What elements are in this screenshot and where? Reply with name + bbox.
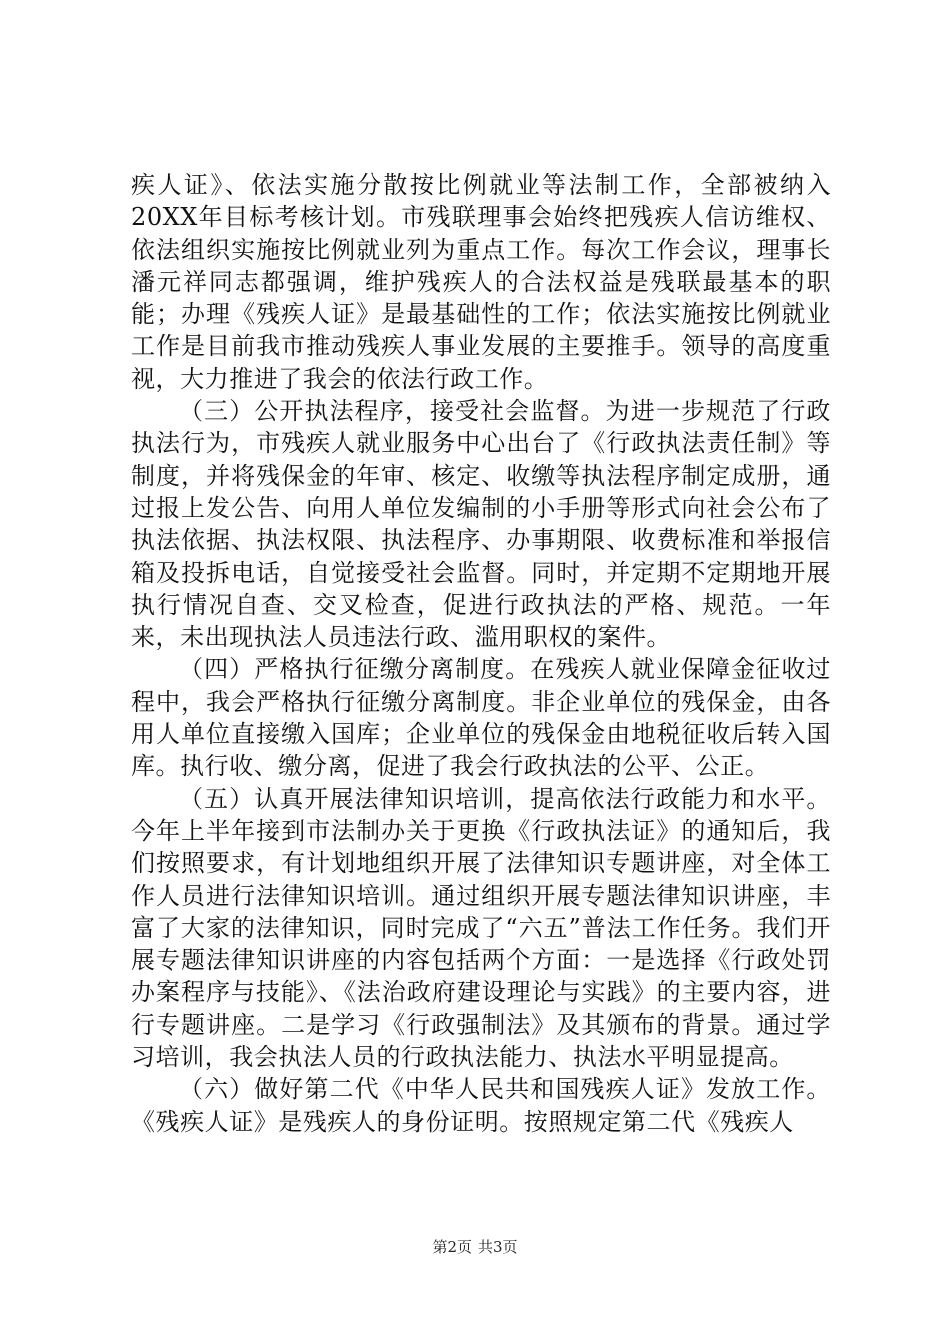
page-footer: [0, 1237, 950, 1257]
paragraph-section-6: （六）做好第二代《中华人民共和国残疾人证》发放工作。《残疾人证》是残疾人的身份证明。按照规定第二代《残疾人: [131, 1075, 831, 1136]
paragraph-section-3: （三）公开执法程序，接受社会监督。为进一步规范了行政执法行为，市残疾人就业服务中心出台了《行政执法责任制》等制度，并将残保金的年审、核定、收缴等执法程序制定成册，通过报上发公告、向用人单位发编制的小手册等形式向社会公布了执法依据、执法权限、执法程序、办事期限、收费标准和举报信箱及投拆电话，自觉接受社会监督。同时，并定期不定期地开展执行情况自查、交叉检查，促进行政执法的严格、规范。一年来，未出现执法人员违法行政、滥用职权的案件。: [131, 397, 831, 652]
paragraph-section-4: （四）严格执行征缴分离制度。在残疾人就业保障金征收过程中，我会严格执行征缴分离制度。非企业单位的残保金，由各用人单位直接缴入国库；企业单位的残保金由地税征收后转入国库。执行收、缴分离，促进了我会行政执法的公平、公正。: [131, 655, 831, 781]
page-number: 第2页: [432, 1238, 472, 1256]
document-body: [131, 169, 831, 1138]
paragraph-section-5: （五）认真开展法律知识培训，提高依法行政能力和水平。今年上半年接到市法制办关于更换《行政执法证》的通知后，我们按照要求，有计划地组织开展了法律知识专题讲座，对全体工作人员进行法律知识培训。通过组织开展专题法律知识讲座，丰富了大家的法律知识，同时完成了“六五”普法工作任务。我们开展专题法律知识讲座的内容包括两个方面：一是选择《行政处罚办案程序与技能》、《法治政府建设理论与实践》的主要内容，进行专题讲座。二是学习《行政强制法》及其颁布的背景。通过学习培训，我会执法人员的行政执法能力、执法水平明显提高。: [131, 784, 831, 1072]
page-total: 共3页: [478, 1238, 518, 1256]
paragraph-continuation: 疾人证》、依法实施分散按比例就业等法制工作，全部被纳入20XX年目标考核计划。市残联理事会始终把残疾人信访维权、依法组织实施按比例就业列为重点工作。每次工作会议，理事长潘元祥同志都强调，维护残疾人的合法权益是残联最基本的职能；办理《残疾人证》是最基础性的工作；依法实施按比例就业工作是目前我市推动残疾人事业发展的主要推手。领导的高度重视，大力推进了我会的依法行政工作。: [131, 171, 831, 393]
